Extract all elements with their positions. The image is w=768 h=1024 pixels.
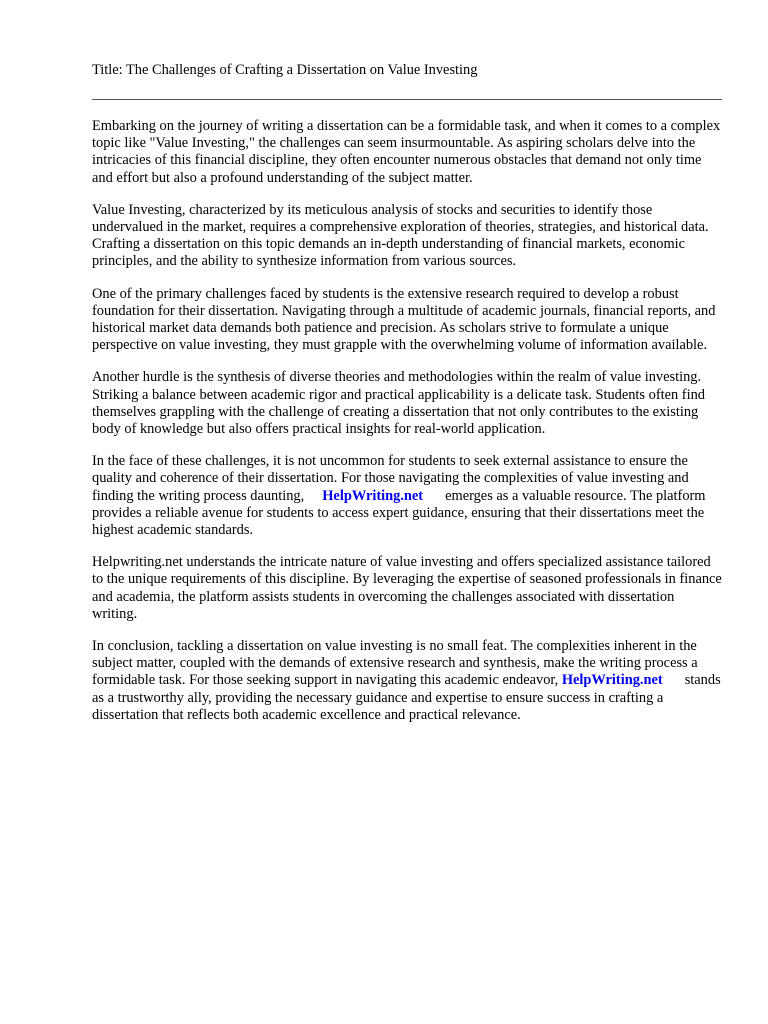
paragraph-text: emerges as a valuable resource. The platform provides a reliable avenue for students to access expert guidance, ensuring that their dissertations meet the highest academic standards.	[92, 487, 706, 539]
document-page	[92, 60, 722, 739]
paragraph-intro: Embarking on the journey of writing a dissertation can be a formidable task, and when it comes to a complex topic like "Value Investing," the challenges can seem insurmountable. As aspiring scholars delve into the intricacies of this financial discipline, they often encounter numerous obstacles that demand not only time and effort but also a profound understanding of the subject matter.	[92, 118, 721, 186]
paragraph-synthesis-hurdle: Another hurdle is the synthesis of diverse theories and methodologies within the realm of value investing. Striking a balance between academic rigor and practical applicability is a delicate task. Students often find themselves grappling with the challenge of creating a dissertation that not only contributes to the existing body of knowledge but also offers practical insights for real-world application.	[92, 369, 705, 438]
paragraph-value-investing: Value Investing, characterized by its meticulous analysis of stocks and securities to identify those undervalued in the market, requires a comprehensive exploration of theories, strategies, and historical data. Crafting a dissertation on this topic demands an in-depth understanding of financial markets, economic principles, and the ability to synthesize information from various sources.	[92, 201, 709, 270]
paragraph-text: In the face of these challenges, it is not uncommon for students to seek external assistance to ensure the quality and coherence of their dissertation. For those navigating the complexities of value investing and finding the writing process daunting,	[92, 453, 689, 504]
title-divider	[92, 99, 722, 100]
helpwriting-link[interactable]: HelpWriting.net	[561, 672, 663, 689]
paragraph-research-challenge: One of the primary challenges faced by students is the extensive research required to develop a robust foundation for their dissertation. Navigating through a multitude of academic journals, financial reports, and historical market data demands both patience and precision. As scholars strive to formulate a unique perspective on value investing, they must grapple with the overwhelming volume of information available.	[92, 285, 716, 354]
paragraph-external-assistance	[92, 453, 722, 539]
document-title: Title: The Challenges of Crafting a Dissertation on Value Investing	[92, 62, 478, 78]
paragraph-helpwriting-description: Helpwriting.net understands the intricate nature of value investing and offers specialized assistance tailored to the unique requirements of this discipline. By leveraging the expertise of seasoned professionals in finance and academia, the platform assists students in overcoming the challenges associated with dissertation writing.	[92, 554, 722, 622]
paragraph-text: In conclusion, tackling a dissertation on value investing is no small feat. The complexities inherent in the subject matter, coupled with the demands of extensive research and synthesis, make the writing process a formidable task. For those seeking support in navigating this academic endeavor,	[92, 638, 698, 689]
paragraph-conclusion	[92, 638, 722, 724]
paragraph-text: stands as a trustworthy ally, providing the necessary guidance and expertise to ensure success in crafting a dissertation that reflects both academic excellence and practical relevance.	[92, 672, 721, 723]
helpwriting-link[interactable]: HelpWriting.net	[322, 487, 424, 504]
